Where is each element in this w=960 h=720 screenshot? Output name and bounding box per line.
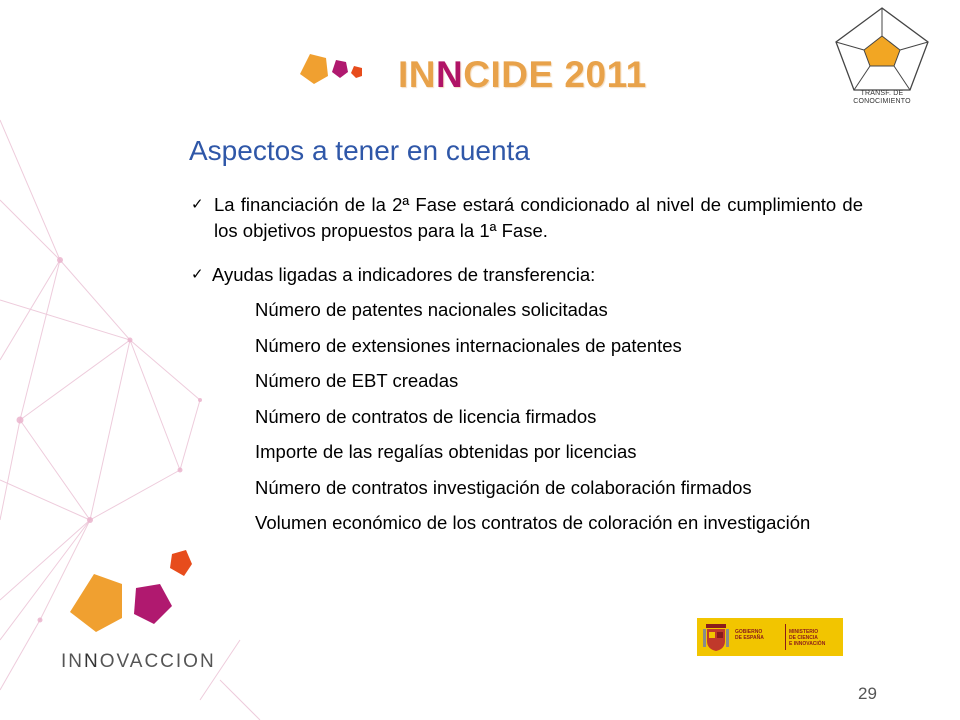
coat-of-arms-icon [703, 622, 729, 652]
checkmark-icon: ✓ [191, 196, 204, 213]
title-part-pre: IN [398, 54, 436, 95]
indicator-list [255, 297, 835, 546]
bullet-financiacion [191, 192, 863, 244]
list-item: Volumen económico de los contratos de coloración en investigación [255, 512, 811, 533]
list-item: Número de EBT creadas [255, 370, 459, 391]
brand-part-pre: IN [61, 651, 84, 672]
title-part-mid: N [436, 54, 464, 95]
government-seal [697, 618, 843, 656]
list-item: Número de contratos de licencia firmados [255, 405, 597, 427]
list-item: Número de extensiones internacionales de patentes [255, 334, 682, 356]
title-part-post: CIDE 2011 [463, 54, 647, 95]
page-title [398, 54, 647, 96]
transfer-badge [834, 6, 930, 106]
brand-part-mid: N [84, 651, 100, 672]
badge-line-1: TRANSF. DE [860, 90, 904, 97]
brand-part-post: OVACCION [99, 651, 216, 672]
bullet-text: Ayudas ligadas a indicadores de transferencia: [212, 264, 596, 285]
gov-right-line: MINISTERIO DE CIENCIA E INNOVACIÓN [789, 629, 826, 647]
list-item: Número de patentes nacionales solicitadas [255, 299, 608, 320]
pentagon-badge-icon [834, 6, 930, 92]
gov-left-line: GOBIERNO DE ESPAÑA [735, 629, 764, 641]
gov-divider [785, 624, 786, 650]
badge-line-2: CONOCIMIENTO [853, 98, 911, 105]
checkmark-icon: ✓ [191, 266, 204, 283]
bullet-text: La financiación de la 2ª Fase estará condicionado al nivel de cumplimiento de los objetivos propuestos para la 1ª Fase. [214, 194, 863, 241]
gov-right-label [789, 629, 825, 647]
list-item: Importe de las regalías obtenidas por licencias [255, 441, 637, 462]
list-item: Número de contratos investigación de colaboración firmados [255, 476, 752, 498]
bullet-ayudas [191, 262, 791, 288]
page-number: 29 [858, 684, 877, 703]
gov-left-label [735, 629, 764, 641]
badge-label [834, 90, 930, 106]
innovaccion-logo-icon [62, 548, 212, 648]
innocide-logo-icon [296, 48, 376, 92]
section-subtitle: Aspectos a tener en cuenta [189, 135, 530, 166]
innovaccion-brand [61, 651, 216, 673]
